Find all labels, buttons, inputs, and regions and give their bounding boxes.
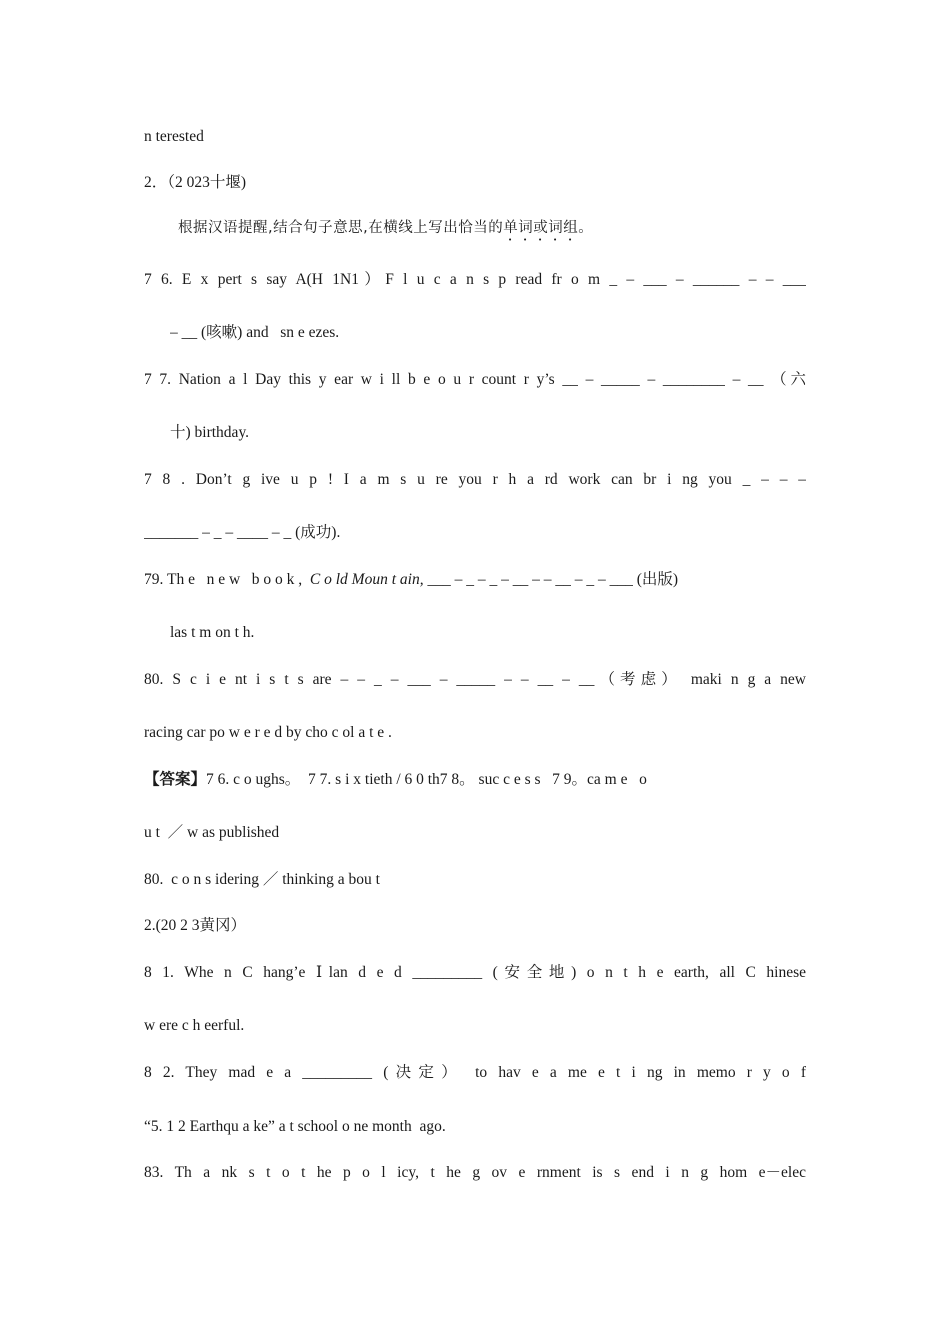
question-76-line-2: – __ (咳嗽) and sn e ezes. [170, 324, 340, 341]
answer-text: 7 6. c o ughs。 7 7. s i x tieth / 6 0 th7 8。 suc c e s s 7 9。ca m e o [206, 771, 647, 788]
question-77-line-2: 十) birthday. [170, 424, 250, 441]
instruction-end: 。 [578, 220, 594, 236]
question-81-line-1: 8 1. Whe n C hang’e Ⅰlan d e d _________ (安全地) o n t h e earth, all C hinese [144, 964, 806, 981]
instruction-text: 根据汉语提醒,结合句子意思,在横线上写出恰当的 [178, 220, 504, 236]
question-83-line-1: 83. Th a nk s t o t he p o l icy, t he g ov e rnment is s end i n g hom e－elec [144, 1164, 806, 1181]
book-title: C o ld Moun t ain, [309, 571, 424, 588]
question-78-line-2: _______ – _ – ____ – _ (成功). [144, 524, 341, 541]
question-77-line-1: 7 7. Nation a l Day this y ear w i ll b e o u r count r y’s __ – _____ – ________ – __ （六 [144, 371, 806, 388]
section-heading-shiyan: 2．（2 023十堰) [144, 174, 247, 191]
question-82-line-1: 8 2. They mad e a _________ (决定） to hav e a me e t i ng in memo r y o f [144, 1064, 806, 1081]
question-80-line-2: racing car po w e r e d by cho c ol a t e . [144, 724, 392, 741]
question-81-line-2: w ere c h eerful. [144, 1017, 245, 1034]
question-79-start: 79. Th e n e w b o o k , [144, 571, 310, 588]
instruction-emphasis: 单词或词组 [503, 220, 579, 236]
question-80-line-1: 80. S c i e nt i s t s are – – _ – ___ – _____ – – __ – __（考虑） maki n g a new [144, 671, 806, 688]
answer-line-3: 80. c o n s idering ／ thinking a bou t [144, 871, 380, 888]
section-heading-huanggang: 2.(20 2 3黄冈） [144, 917, 247, 934]
question-82-line-2: “5. 1 2 Earthqu a ke” a t school o ne month ago. [144, 1118, 446, 1135]
question-79-line-1 [144, 570, 806, 590]
answer-label: 【答案】 [144, 771, 207, 788]
text-line-interested: n terested [144, 128, 204, 145]
answer-line-1 [144, 770, 806, 790]
question-79-end: ___ – _ – _ – __ – – __ – _ – ___ (出版) [423, 571, 679, 588]
question-76-line-1: 7 6. E x pert s say A(H 1N1）F l u c a n s p read fr o m _ – ___ – ______ – – ___ [144, 271, 806, 288]
instruction-line [178, 218, 814, 244]
answer-line-2: u t ／ w as published [144, 824, 280, 841]
question-78-line-1: 7 8 . Don’t g ive u p ! I a m s u re you r h a rd work can br i ng you _ – – – [144, 471, 806, 488]
question-79-line-2: las t m on t h. [170, 624, 255, 641]
